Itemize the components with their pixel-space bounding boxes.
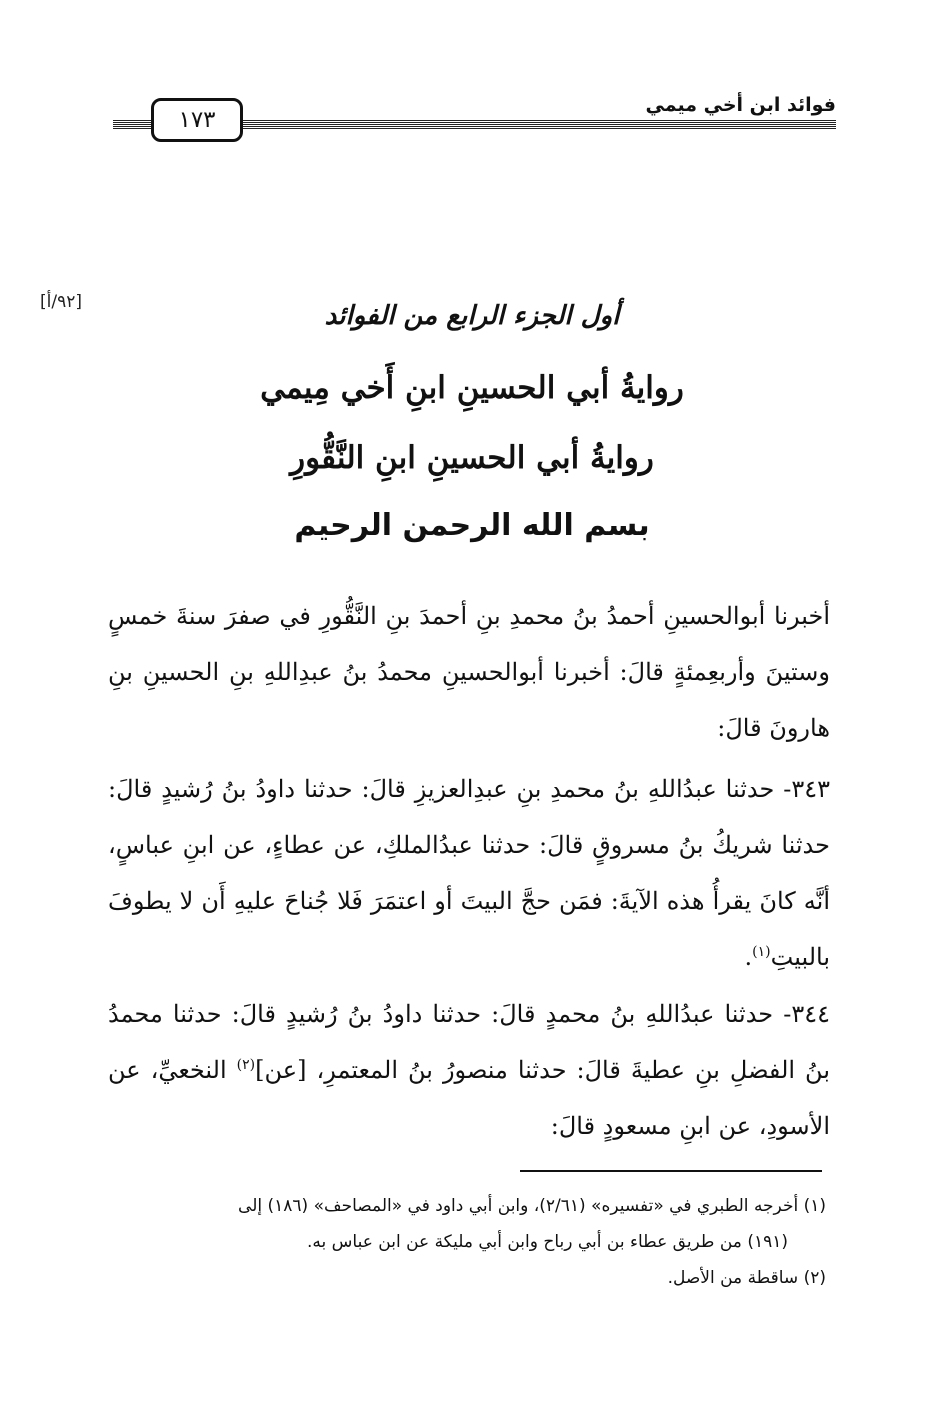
footnote-ref-2[interactable]: (٢) <box>236 1057 256 1073</box>
hadith-344 <box>108 986 830 1154</box>
running-header <box>113 92 836 152</box>
page-number: ١٧٣ <box>151 98 243 142</box>
book-title: فوائد ابن أخي ميمي <box>638 92 836 118</box>
narration-heading-2: روايةُ أبي الحسينِ ابنِ النَّقُّورِ <box>290 440 654 476</box>
footnote-1: (١) أخرجه الطبري في «تفسيره» (٢/٦١)، وابن أبي داود في «المصاحف» (١٨٦) إلى <box>238 1196 826 1216</box>
part-title: أول الجزء الرابع من الفوائد <box>324 301 620 331</box>
footnote-1-continued: (١٩١) من طريق عطاء بن أبي رباح وابن أبي مليكة عن ابن عباس به. <box>307 1232 788 1252</box>
footnote-2: (٢) ساقطة من الأصل. <box>667 1268 826 1288</box>
hadith-text-cont: النخعيِّ، عن الأسودِ، عن ابنِ مسعودٍ قالَ: <box>108 1056 830 1140</box>
footnote-ref-1[interactable]: (١) <box>752 944 771 960</box>
hadith-text: حدثنا عبدُاللهِ بنُ محمدِ بنِ عبدِالعزيزِ قالَ: حدثنا داودُ بنُ رُشيدٍ قالَ: حدثنا شريكُ بنُ مسروقٍ قالَ: حدثنا عبدُالملكِ، عن عطاءٍ، عن ابنِ عباسٍ، أنَّه كانَ يقرأُ هذه الآيةَ: فمَن حجَّ البيتَ أو اعتمَرَ فَلا جُناحَ عليهِ أَن لا يطوفَ بالبيتِ <box>108 775 830 971</box>
footnotes <box>104 1188 826 1296</box>
intro-paragraph: أخبرنا أبوالحسينِ أحمدُ بنُ محمدِ بنِ أحمدَ بنِ النَّقُّورِ في صفرَ سنةَ خمسٍ وستينَ وأربعِمئةٍ قالَ: أخبرنا أبوالحسينِ محمدُ بنُ عبدِاللهِ بنِ الحسينِ بنِ هارونَ قالَ: <box>108 602 830 742</box>
hadith-number: ٣٤٤- <box>783 1000 830 1028</box>
hadith-number: ٣٤٣- <box>783 775 830 803</box>
basmala: بسم الله الرحمن الرحيم <box>294 508 650 543</box>
footnote-separator <box>520 1170 822 1172</box>
hadith-343 <box>108 761 830 985</box>
folio-marker: [٩٢/أ] <box>40 292 82 312</box>
hadith-end: . <box>744 943 753 971</box>
hadith-text: حدثنا عبدُاللهِ بنُ محمدٍ قالَ: حدثنا داودُ بنُ رُشيدٍ قالَ: حدثنا محمدُ بنُ الفضلِ بنِ عطيةَ قالَ: حدثنا منصورُ بنُ المعتمرِ، [عن] <box>108 1000 831 1084</box>
narration-heading-1: روايةُ أبي الحسينِ ابنِ أَخي مِيمي <box>260 370 684 406</box>
